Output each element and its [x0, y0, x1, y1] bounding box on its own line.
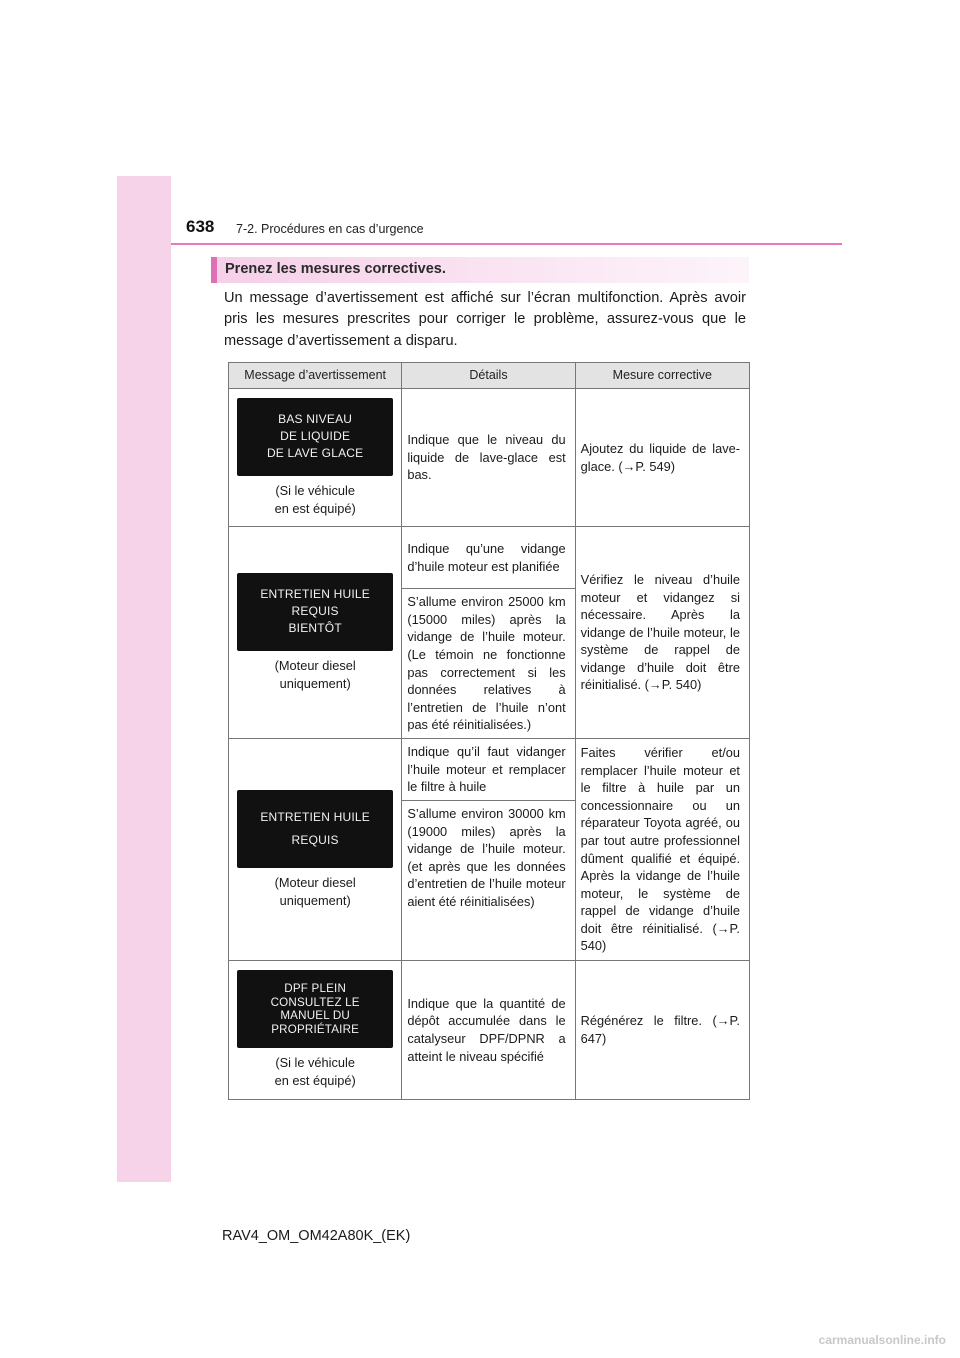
caption-line: (Moteur diesel: [274, 874, 356, 890]
details-cell: Indique que le niveau du liquide de lave-glace est bas.: [402, 389, 575, 527]
display-line: BIENTÔT: [288, 621, 342, 636]
warning-display: [237, 398, 393, 476]
message-caption: [229, 874, 401, 909]
details-cell: Indique qu’une vidange d’huile moteur est planifiée: [402, 527, 575, 589]
warning-display: [237, 573, 393, 651]
header-rule: [171, 243, 842, 245]
banner-title: Prenez les mesures correctives.: [225, 261, 446, 277]
header-message: Message d’avertissement: [229, 363, 402, 389]
message-cell: [229, 739, 402, 961]
caption-line: en est équipé): [274, 500, 356, 516]
message-caption: [229, 1054, 401, 1089]
caption-line: en est équipé): [274, 1073, 356, 1088]
section-title: 7-2. Procédures en cas d’urgence: [236, 222, 424, 236]
action-cell: Faites vérifier et/ou remplacer l’huile moteur et le filtre à huile par un concessionnaire ou un réparateur Toyota agréé, ou par tout autre professionnel dûment qualifié et équipé. Après la vidange de l’huile moteur, le système de rappel de vidange d’huile doit être réinitialisé. (→P. 540): [575, 739, 749, 961]
display-line: MANUEL DU: [280, 1009, 350, 1023]
details-cell: Indique qu’il faut vidanger l’huile moteur et remplacer le filtre à huile: [402, 739, 575, 801]
side-band: [117, 176, 171, 1182]
display-line: BAS NIVEAU: [278, 412, 353, 427]
display-line: ENTRETIEN HUILE: [260, 809, 370, 824]
table-row: [229, 527, 750, 589]
message-cell: [229, 961, 402, 1100]
banner-accent-bar: [211, 257, 217, 283]
caption-line: (Si le véhicule: [275, 482, 355, 498]
section-banner: [211, 257, 749, 283]
warning-table: [228, 362, 750, 1100]
action-cell: Ajoutez du liquide de lave-glace. (→P. 549): [575, 389, 749, 527]
display-line: REQUIS: [291, 604, 339, 619]
message-caption: [229, 482, 401, 517]
details-cell: S’allume environ 25000 km (15000 miles) après la vidange de l’huile moteur. (Le témoin ne fonctionne pas correctement si les données relatives à l’entretien de l’huile n’ont pas été réinitialisées.): [402, 589, 575, 739]
details-cell: Indique que la quantité de dépôt accumulée dans le catalyseur DPF/DPNR a atteint le niveau spécifié: [402, 961, 575, 1100]
page-number: 638: [186, 217, 215, 236]
display-line: REQUIS: [291, 832, 339, 847]
display-line: ENTRETIEN HUILE: [260, 587, 370, 602]
header-action: Mesure corrective: [575, 363, 749, 389]
caption-line: (Moteur diesel: [274, 657, 356, 673]
header-details: Détails: [402, 363, 575, 389]
display-line: DE LIQUIDE: [280, 429, 351, 444]
message-cell: [229, 389, 402, 527]
table-row: [229, 739, 750, 801]
table-header-row: [229, 363, 750, 389]
caption-line: (Si le véhicule: [275, 1055, 355, 1071]
message-caption: [229, 657, 401, 692]
action-cell: Régénérez le filtre. (→P. 647): [575, 961, 749, 1100]
table-row: [229, 389, 750, 527]
table-row: [229, 961, 750, 1100]
display-line: DPF PLEIN: [284, 982, 347, 996]
watermark-link[interactable]: carmanualsonline.info: [818, 1333, 946, 1347]
warning-display: [237, 970, 393, 1048]
action-cell: Vérifiez le niveau d’huile moteur et vidangez si nécessaire. Après la vidange de l’huile moteur, le système de rappel de vidange d’huile doit être réinitialisé. (→P. 540): [575, 527, 749, 739]
warning-display: [237, 790, 393, 868]
message-cell: [229, 527, 402, 739]
display-line: PROPRIÉTAIRE: [271, 1022, 360, 1036]
caption-line: uniquement): [279, 675, 351, 691]
details-cell: S’allume environ 30000 km (19000 miles) après la vidange de l’huile moteur. (et après que les données d’entretien de l’huile moteur aient été réinitialisées): [402, 801, 575, 961]
intro-paragraph: Un message d’avertissement est affiché sur l’écran multifonction. Après avoir pris les mesures prescrites pour corriger le problème, assurez-vous que le message d’avertissement a disparu.: [224, 290, 746, 349]
caption-line: uniquement): [279, 892, 351, 908]
display-line: DE LAVE GLACE: [266, 446, 364, 461]
display-line: CONSULTEZ LE: [270, 995, 360, 1009]
document-code: RAV4_OM_OM42A80K_(EK): [222, 1228, 411, 1244]
